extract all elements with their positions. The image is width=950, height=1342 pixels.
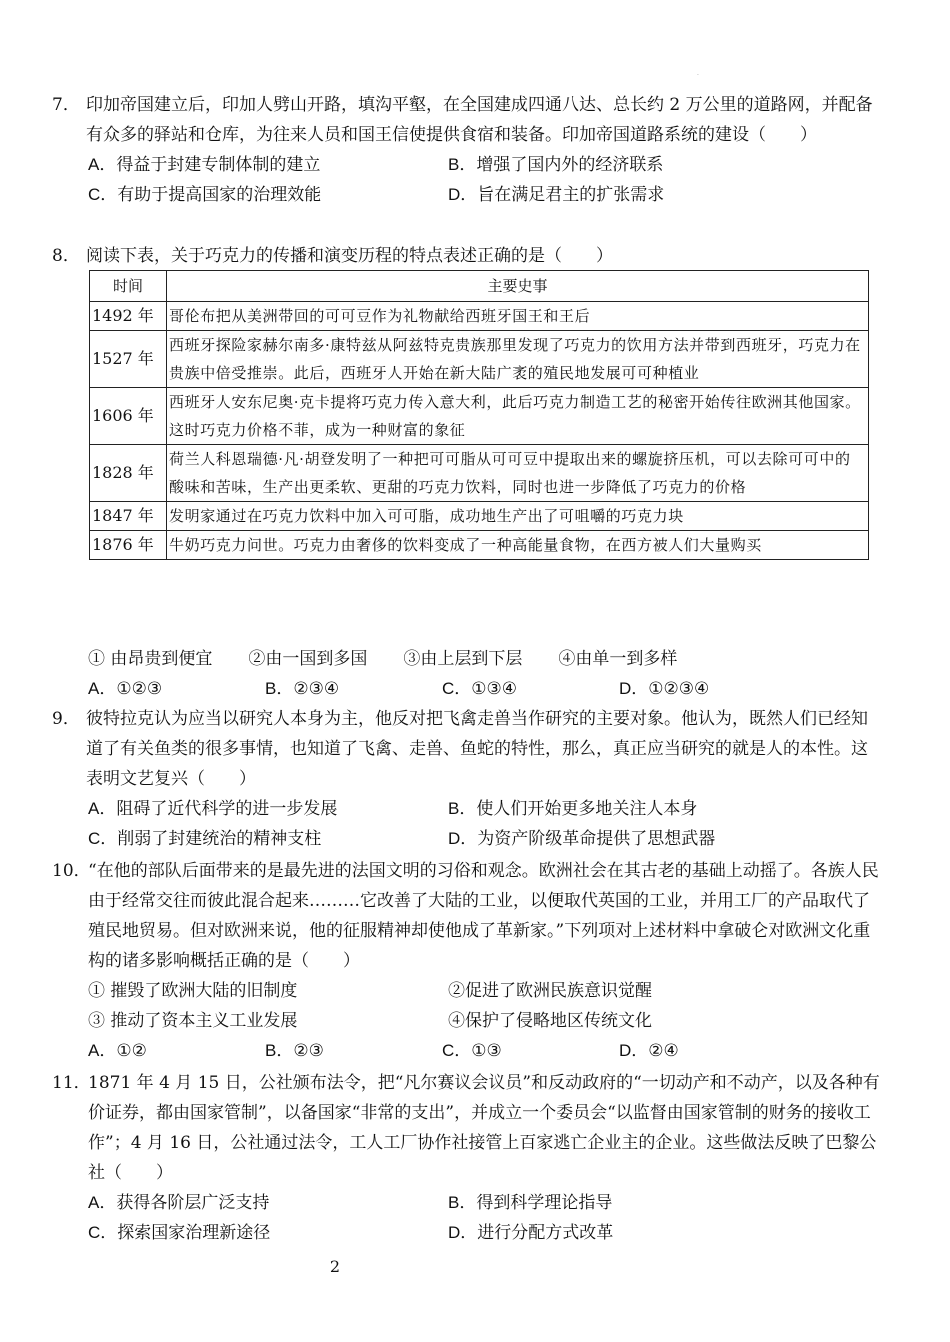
- statements: [52, 644, 882, 674]
- table-row: [90, 302, 869, 331]
- statement: ④由单一到多样: [558, 649, 678, 669]
- option-b[interactable]: B．②③: [265, 1041, 324, 1061]
- question-number: 8．: [52, 246, 80, 266]
- row-year: 1492 年: [90, 302, 167, 331]
- options: [52, 1188, 882, 1248]
- question-text: “在他的部队后面带来的是最先进的法国文明的习俗和观念。欧洲社会在其古老的基础上动摇了。各族人民由于经常交往而彼此混合起来………它改善了大陆的工业，以便取代英国的工业，并用工厂的产品取代了殖民地贸易。但对欧洲来说，他的征服精神却使他成了革新家。”下列项对上述材料中拿破仑对欧洲文化重构的诸多影响概括正确的是（ ）: [88, 861, 879, 971]
- table-row: [90, 502, 869, 531]
- option-c[interactable]: C．探索国家治理新途径: [88, 1223, 271, 1243]
- options: [52, 674, 882, 704]
- statement: ③ 推动了资本主义工业发展: [88, 1011, 298, 1031]
- table-row: [90, 531, 869, 560]
- statement: ④保护了侵略地区传统文化: [448, 1011, 652, 1031]
- option-d[interactable]: D．进行分配方式改革: [448, 1223, 614, 1243]
- option-b[interactable]: B．②③④: [265, 679, 340, 699]
- option-b[interactable]: B．使人们开始更多地关注人本身: [448, 799, 698, 819]
- question-text: 阅读下表，关于巧克力的传播和演变历程的特点表述正确的是（ ）: [86, 246, 613, 266]
- statements: [52, 976, 882, 1036]
- options: [52, 794, 882, 854]
- option-b[interactable]: B．得到科学理论指导: [448, 1193, 613, 1213]
- table-header-row: [90, 271, 869, 302]
- row-year: 1847 年: [90, 502, 167, 531]
- statement: ① 由昂贵到便宜: [88, 649, 213, 669]
- row-event: 哥伦布把从美洲带回的可可豆作为礼物献给西班牙国王和王后: [167, 302, 869, 331]
- row-event: 牛奶巧克力问世。巧克力由奢侈的饮料变成了一种高能量食物，在西方被人们大量购买: [167, 531, 869, 560]
- option-a[interactable]: A．①②: [88, 1041, 147, 1061]
- option-d[interactable]: D．为资产阶级革命提供了思想武器: [448, 829, 716, 849]
- option-c[interactable]: C．①③④: [442, 679, 518, 699]
- column-header-events: 主要史事: [167, 271, 869, 302]
- question-9: [52, 704, 882, 854]
- question-10: [52, 856, 882, 1066]
- option-d[interactable]: D．①②③④: [619, 679, 710, 699]
- row-event: 西班牙人安东尼奥·克卡提将巧克力传入意大利，此后巧克力制造工艺的秘密开始传往欧洲其他国家。这时巧克力价格不菲，成为一种财富的象征: [167, 388, 869, 445]
- table-row: [90, 445, 869, 502]
- row-year: 1606 年: [90, 388, 167, 445]
- option-a[interactable]: A．得益于封建专制体制的建立: [88, 155, 321, 175]
- question-stem: [52, 704, 882, 794]
- question-number: 10．: [52, 861, 91, 881]
- statement: ① 摧毁了欧洲大陆的旧制度: [88, 981, 298, 1001]
- table-row: [90, 388, 869, 445]
- question-8: [52, 241, 882, 271]
- row-event: 荷兰人科恩瑞德·凡·胡登发明了一种把可可脂从可可豆中提取出来的螺旋挤压机，可以去除可可中的酸味和苦味，生产出更柔软、更甜的巧克力饮料，同时也进一步降低了巧克力的价格: [167, 445, 869, 502]
- options: [52, 150, 882, 210]
- question-stem: [52, 241, 882, 271]
- question-11: [52, 1068, 882, 1248]
- option-d[interactable]: D．旨在满足君主的扩张需求: [448, 185, 665, 205]
- question-stem: [52, 856, 882, 976]
- option-c[interactable]: C．①③: [442, 1041, 502, 1061]
- options: [52, 1036, 882, 1066]
- option-a[interactable]: A．①②③: [88, 679, 163, 699]
- question-stem: [52, 1068, 882, 1188]
- row-event: 西班牙探险家赫尔南多·康特兹从阿兹特克贵族那里发现了巧克力的饮用方法并带到西班牙，巧克力在贵族中倍受推崇。此后，西班牙人开始在新大陆广袤的殖民地发展可可种植业: [167, 331, 869, 388]
- question-text: 印加帝国建立后，印加人劈山开路，填沟平壑，在全国建成四通八达、总长约 2 万公里的道路网，并配备有众多的驿站和仓库，为往来人员和国王信使提供食宿和装备。印加帝国道路系统的建设（ ）: [86, 95, 873, 145]
- question-stem: [52, 90, 882, 150]
- page-number: 2: [329, 1257, 341, 1276]
- row-event: 发明家通过在巧克力饮料中加入可可脂，成功地生产出了可咀嚼的巧克力块: [167, 502, 869, 531]
- option-a[interactable]: A．获得各阶层广泛支持: [88, 1193, 270, 1213]
- statement: ③由上层到下层: [403, 649, 523, 669]
- question-number: 7．: [52, 95, 80, 115]
- option-b[interactable]: B．增强了国内外的经济联系: [448, 155, 664, 175]
- row-year: 1527 年: [90, 331, 167, 388]
- option-c[interactable]: C．有助于提高国家的治理效能: [88, 185, 322, 205]
- question-number: 11．: [52, 1073, 91, 1093]
- question-text: 1871 年 4 月 15 日，公社颁布法令，把“凡尔赛议会议员”和反动政府的“一切动产和不动产，以及各种有价证券，都由国家管制”，以备国家“非常的支出”，并成立一个委员会“以监督由国家管制的财务的接收工作”；4 月 16 日，公社通过法令，工人工厂协作社接管上百家逃亡企业主的企业。这些做法反映了巴黎公社（ ）: [88, 1073, 880, 1183]
- column-header-time: 时间: [90, 271, 167, 302]
- row-year: 1876 年: [90, 531, 167, 560]
- question-8-choices: [52, 644, 882, 704]
- statement: ②促进了欧洲民族意识觉醒: [448, 981, 652, 1001]
- table-row: [90, 331, 869, 388]
- option-c[interactable]: C．削弱了封建统治的精神支柱: [88, 829, 322, 849]
- option-a[interactable]: A．阻碍了近代科学的进一步发展: [88, 799, 338, 819]
- question-number: 9．: [52, 709, 80, 729]
- question-text: 彼特拉克认为应当以研究人本身为主，他反对把飞禽走兽当作研究的主要对象。他认为，既然人们已经知道了有关鱼类的很多事情，也知道了飞禽、走兽、鱼蛇的特性，那么，真正应当研究的就是人的本性。这表明文艺复兴（ ）: [86, 709, 868, 789]
- option-d[interactable]: D．②④: [619, 1041, 679, 1061]
- corner-mark: ·: [697, 72, 699, 79]
- row-year: 1828 年: [90, 445, 167, 502]
- history-table: [89, 270, 869, 560]
- question-7: [52, 90, 882, 210]
- statement: ②由一国到多国: [248, 649, 368, 669]
